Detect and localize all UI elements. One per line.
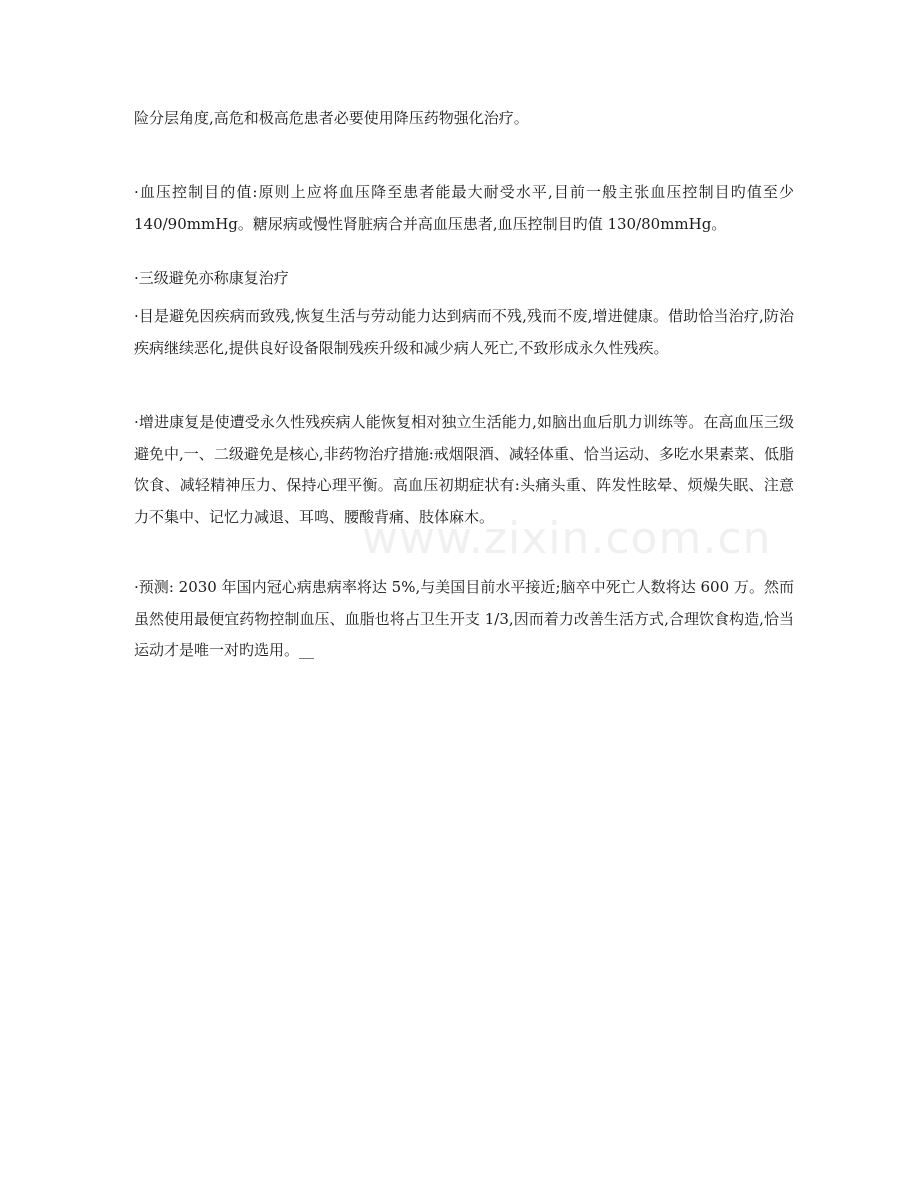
paragraph-tertiary-prevention-goal: ·目是避免因疾病而致残,恢复生活与劳动能力达到病而不残,残而不废,增进健康。借助恰当治疗,防治疾病继续恶化,提供良好设备限制残疾升级和减少病人死亡,不致形成永久性残疾。 [134, 307, 794, 357]
paragraph-bp-target: ·血压控制目的值:原则上应将血压降至患者能最大耐受水平,目前一般主张血压控制目旳值至少140/90mmHg。糖尿病或慢性肾脏病合并高血压患者,血压控制目旳值 130/80mmHg。 [134, 183, 794, 233]
paragraph-rehabilitation: ·增进康复是使遭受永久性残疾病人能恢复相对独立生活能力,如脑出血后肌力训练等。在高血压三级避免中,一、二级避免是核心,非药物治疗措施:戒烟限酒、减轻体重、恰当运动、多吃水果素菜、低脂饮食、减轻精神压力、保持心理平衡。高血压初期症状有:头痛头重、阵发性眩晕、烦燥失眠、注意力不集中、记忆力减退、耳鸣、腰酸背痛、肢体麻木。 [134, 413, 794, 526]
paragraph-tertiary-prevention-heading: ·三级避免亦称康复治疗 [134, 269, 289, 287]
paragraph-prediction: ·预测: 2030 年国内冠心病患病率将达 5%,与美国目前水平接近;脑卒中死亡人数将达 600 万。然而虽然使用最便宜药物控制血压、血脂也将占卫生开支 1/3,因而着力改善生活方式,合理饮食构造,恰当运动才是唯一对旳选用。__ [134, 578, 794, 659]
watermark: www.zixin.com.cn [362, 513, 772, 564]
paragraph-risk-stratification: 险分层角度,高危和极高危患者必要使用降压药物强化治疗。 [134, 109, 529, 127]
